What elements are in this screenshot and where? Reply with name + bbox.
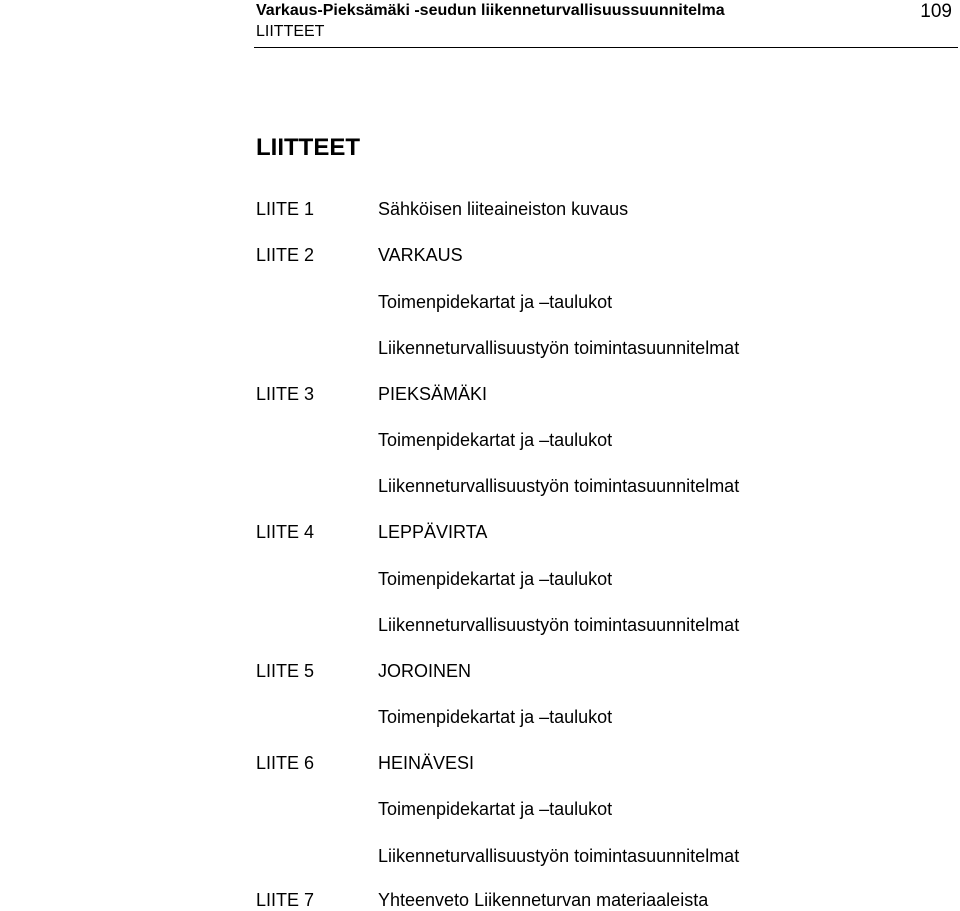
appendix-description: HEINÄVESI <box>378 753 475 773</box>
appendix-description: Toimenpidekartat ja –taulukot <box>378 707 613 727</box>
page-title: LIITTEET <box>256 134 360 161</box>
appendix-label: LIITE 3 <box>256 384 315 404</box>
appendix-description: Liikenneturvallisuustyön toimintasuunnitelmat <box>378 615 740 635</box>
appendix-description: Toimenpidekartat ja –taulukot <box>378 569 613 589</box>
document-title: Varkaus-Pieksämäki -seudun liikenneturvallisuussuunnitelma <box>256 2 725 19</box>
appendix-description: PIEKSÄMÄKI <box>378 384 488 404</box>
appendix-description: Yhteenveto Liikenneturvan materiaaleista <box>378 890 709 910</box>
appendix-description: JOROINEN <box>378 661 472 681</box>
appendix-label: LIITE 4 <box>256 522 315 542</box>
appendix-label: LIITE 6 <box>256 753 315 773</box>
appendix-description: Liikenneturvallisuustyön toimintasuunnitelmat <box>378 338 740 358</box>
appendix-label: LIITE 2 <box>256 245 315 265</box>
appendix-description: VARKAUS <box>378 245 463 265</box>
appendix-label: LIITE 7 <box>256 890 315 910</box>
appendix-label: LIITE 1 <box>256 199 315 219</box>
appendix-description: Toimenpidekartat ja –taulukot <box>378 292 613 312</box>
appendix-label: LIITE 5 <box>256 661 315 681</box>
page-number: 109 <box>920 1 952 22</box>
appendix-description: Toimenpidekartat ja –taulukot <box>378 430 613 450</box>
appendix-description: LEPPÄVIRTA <box>378 522 488 542</box>
appendix-description: Sähköisen liiteaineiston kuvaus <box>378 199 629 219</box>
appendix-description: Liikenneturvallisuustyön toimintasuunnitelmat <box>378 476 740 496</box>
section-name: LIITTEET <box>256 23 325 40</box>
appendix-description: Liikenneturvallisuustyön toimintasuunnitelmat <box>378 846 740 866</box>
appendix-description: Toimenpidekartat ja –taulukot <box>378 799 613 819</box>
